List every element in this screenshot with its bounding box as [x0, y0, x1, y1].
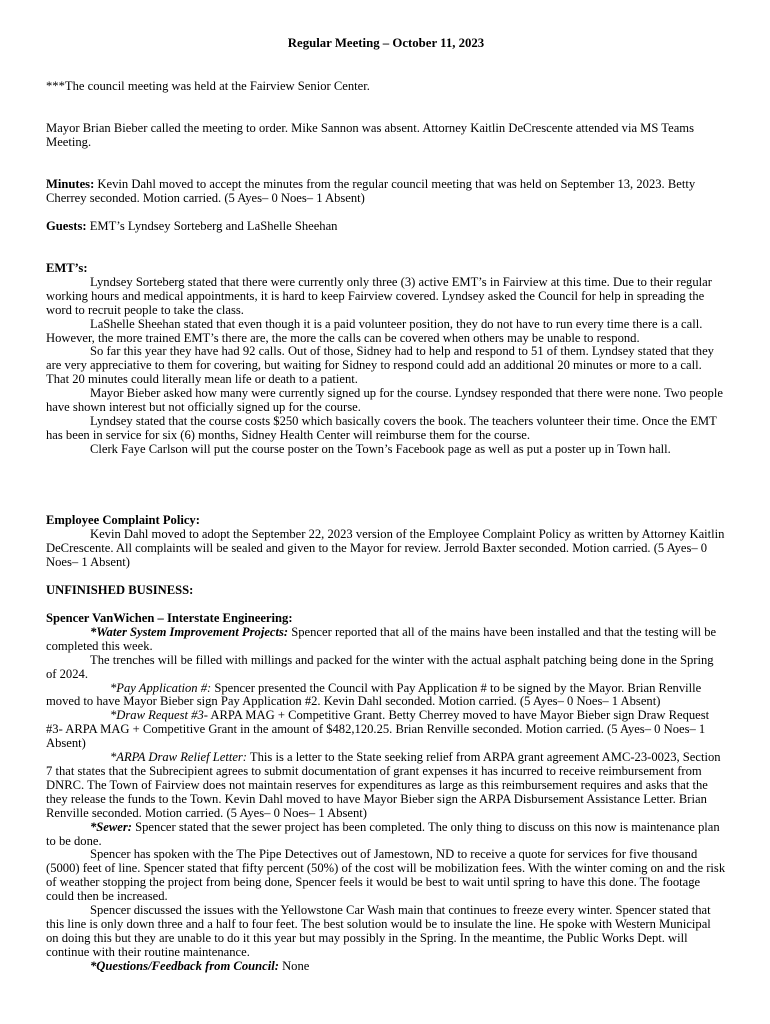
arpa-letter-label: *ARPA Draw Relief Letter: — [110, 750, 247, 765]
emts-section — [46, 262, 726, 457]
minutes-label: Minutes: — [46, 177, 95, 191]
spencer-section — [46, 612, 726, 974]
complaint-policy-text: Kevin Dahl moved to adopt the September 22, 2023 version of the Employee Complaint Policy as written by Attorney Kaitlin DeCrescente. All complaints will be sealed and given to the Mayor for review. Jerrold Baxter seconded. Motion carried. (5 Ayes– 0 Noes– 1 Absent) — [46, 526, 725, 569]
unfinished-business-section — [46, 584, 726, 598]
spencer-heading: Spencer VanWichen – Interstate Engineering: — [46, 611, 293, 625]
emts-paragraph: Lyndsey Sorteberg stated that there were currently only three (3) active EMT’s in Fairview at this time. Due to their regular working hours and medical appointments, it is hard to keep Fairview covered. Lyndsey asked the Council for help in spreading the word to recruit people to take the class. — [46, 274, 712, 317]
minutes-text: Kevin Dahl moved to accept the minutes from the regular council meeting that was held on September 13, 2023. Betty Cherrey seconded. Motion carried. (5 Ayes– 0 Noes– 1 Absent) — [46, 177, 696, 205]
trenches-text: The trenches will be filled with millings and packed for the winter with the actual asphalt patching being done in the Spring of 2024. — [46, 652, 714, 681]
location-note: ***The council meeting was held at the Fairview Senior Center. — [46, 79, 370, 93]
emts-paragraph: Clerk Faye Carlson will put the course poster on the Town’s Facebook page as well as put a poster up in Town hall. — [90, 441, 671, 456]
draw-request-label: *Draw Request #3 — [110, 708, 204, 723]
guests-section — [46, 220, 726, 234]
pay-application-text: Spencer presented the Council with Pay Application # to be signed by the Mayor. Brian Renville moved to have Mayor Bieber sign Pay Application #2. Kevin Dahl seconded. Motion carried. (5 Ayes– 0 Noes– 1 Absent) — [46, 680, 702, 709]
car-wash-text: Spencer discussed the issues with the Yellowstone Car Wash main that continues to freeze every winter. Spencer stated that this line is only down three and a half to four feet. The best solution would be to insulate the line. He spoke with Western Municipal on doing this but they are unable to do it this year but may possibly in the Spring. In the meantime, the Public Works Dept. will continue with their routine maintenance. — [46, 903, 711, 959]
arpa-letter-text: This is a letter to the State seeking relief from ARPA grant agreement AMC-23-0023, Section 7 that states that the Subrecipient agrees to submit documentation of grant expenses it has incurred to receive reimbursement from DNRC. The Town of Fairview does not maintain reserves for expenditures as large as this reimbursement requires and asks that the they release the funds to the Town. Kevin Dahl moved to have Mayor Bieber sign the ARPA Disbursement Assistance Letter. Brian Renville seconded. Motion carried. (5 Ayes– 0 Noes– 1 Absent) — [46, 750, 721, 820]
call-to-order — [46, 122, 726, 150]
minutes-section — [46, 178, 726, 206]
guests-label: Guests: — [46, 219, 87, 233]
draw-request-text: - ARPA MAG + Competitive Grant. Betty Cherrey moved to have Mayor Bieber sign Draw Request #3- ARPA MAG + Competitive Grant in the amount of $482,120.25. Brian Renville seconded. Motion carried. (5 Ayes– 0 Noes– 1 Absent) — [46, 708, 710, 751]
complaint-policy-heading: Employee Complaint Policy: — [46, 513, 200, 527]
emts-paragraph: Mayor Bieber asked how many were currently signed up for the course. Lyndsey responded that there were none. Two people have shown interest but not officially signed up for the course. — [46, 386, 723, 415]
water-text: Spencer reported that all of the mains have been installed and that the testing will be completed this week. — [46, 624, 717, 653]
emts-heading: EMT’s: — [46, 261, 88, 275]
sewer-label: *Sewer: — [90, 819, 132, 834]
page-title: Regular Meeting – October 11, 2023 — [287, 36, 485, 50]
sewer-text: Spencer stated that the sewer project has been completed. The only thing to discuss on this now is maintenance plan to be done. — [46, 819, 720, 848]
emts-paragraph: Lyndsey stated that the course costs $250 which basically covers the book. The teachers volunteer their time. Once the EMT has been in service for six (6) months, Sidney Health Center will reimburse them for the course. — [46, 413, 717, 442]
unfinished-business-heading: UNFINISHED BUSINESS: — [46, 583, 194, 597]
emts-paragraph: LaShelle Sheehan stated that even though it is a paid volunteer position, they do not have to run every time there is a call. However, the more trained EMT’s there are, the more the calls can be covered when others may be unable to respond. — [46, 316, 703, 345]
water-label: *Water System Improvement Projects: — [90, 624, 289, 639]
questions-label: *Questions/Feedback from Council: — [90, 958, 279, 973]
guests-text: EMT’s Lyndsey Sorteberg and LaShelle Sheehan — [86, 219, 338, 233]
pay-application-label: *Pay Application #: — [110, 680, 212, 695]
pipe-detectives-text: Spencer has spoken with the The Pipe Detectives out of Jamestown, ND to receive a quote for services for five thousand (5000) feet of line. Spencer stated that fifty percent (50%) of the cost will be mobilization fees. With the winter coming on and the risk of weather stopping the project from being done, Spencer feels it would be best to wait until spring to have this done. The footage could then be increased. — [46, 847, 726, 904]
emts-paragraph: So far this year they have had 92 calls. Out of those, Sidney had to help and respond to 51 of them. Lyndsey stated that they are very appreciative to them for covering, but waiting for Sidney to respond could add an additional 20 minutes or more to a call. That 20 minutes could literally mean life or death to a patient. — [46, 344, 714, 387]
questions-text: None — [278, 958, 310, 973]
complaint-policy-section — [46, 514, 726, 570]
call-to-order-text: Mayor Brian Bieber called the meeting to order. Mike Sannon was absent. Attorney Kaitlin DeCrescente attended via MS Teams Meeting. — [46, 121, 694, 149]
